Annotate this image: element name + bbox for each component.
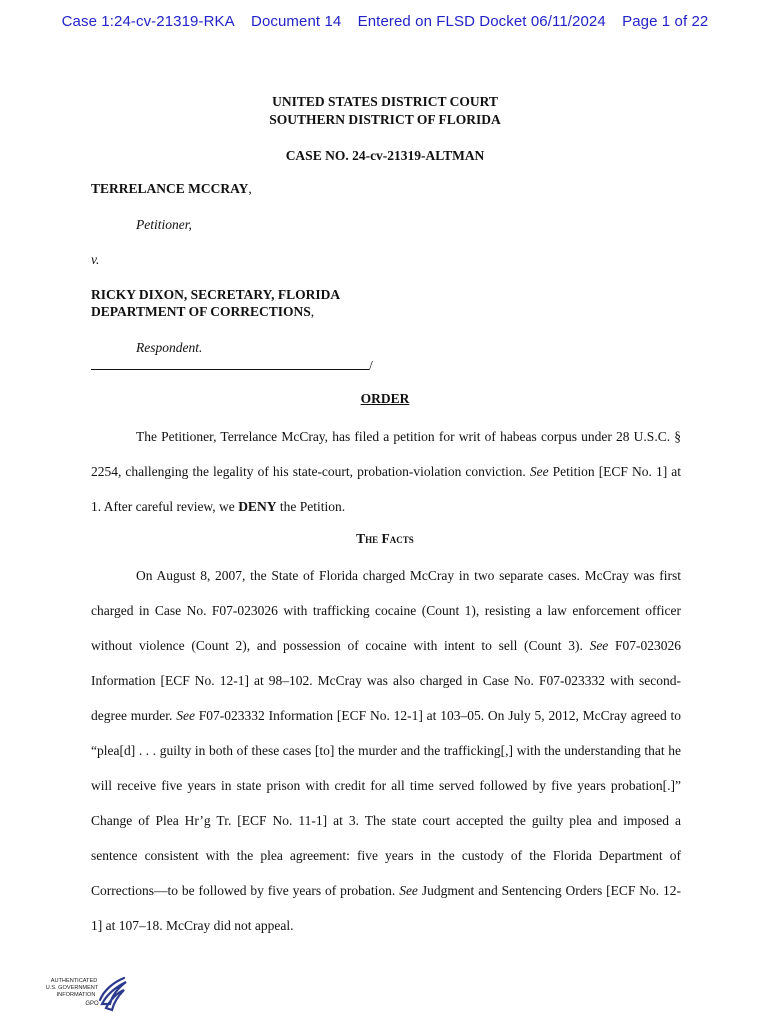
court-name: UNITED STATES DISTRICT COURT bbox=[272, 94, 498, 109]
respondent-department: DEPARTMENT OF CORRECTIONS bbox=[91, 304, 311, 319]
order-paragraph bbox=[91, 419, 681, 524]
gpo-logo-line4: GPO bbox=[85, 1001, 99, 1007]
order-see: See bbox=[529, 464, 549, 479]
petitioner-name-line bbox=[91, 181, 252, 197]
order-text-b: Petition [ECF No. 1] at 1. After careful review, we bbox=[91, 464, 681, 514]
caption-rule-slash: / bbox=[369, 358, 373, 373]
gpo-logo-line3: INFORMATION bbox=[56, 992, 96, 998]
respondent-comma: , bbox=[310, 304, 315, 319]
facts-see-1: See bbox=[589, 638, 609, 653]
gpo-eagle-icon bbox=[100, 978, 126, 1010]
gpo-logo-line2: U.S. GOVERNMENT bbox=[45, 985, 99, 991]
docket-document-number: Document 14 bbox=[251, 13, 342, 30]
order-text-c: the Petition. bbox=[276, 499, 346, 514]
petitioner-name: TERRELANCE MCCRAY bbox=[91, 181, 249, 196]
facts-text-c: F07-023332 Information [ECF No. 12-1] at 103–05. On July 5, 2012, McCray agreed to “plea[d] . . . guilty in both of these cases [to] the murder and the trafficking[,] with the understanding that he will receive five years in state prison with credit for all time served followed by five years probation[.]” Change of Plea Hr’g Tr. [ECF No. 11-1] at 3. The state court accepted the guilty plea and imposed a sentence consistent with the plea agreement: five years in the custody of the Florida Department of Corrections—to be followed by five years of probation. bbox=[91, 708, 681, 898]
respondent-name-line2 bbox=[91, 304, 314, 320]
gpo-authentication-logo bbox=[44, 974, 128, 1014]
respondent-name-line1: RICKY DIXON, SECRETARY, FLORIDA bbox=[91, 287, 341, 302]
docket-case-number: Case 1:24-cv-21319-RKA bbox=[61, 13, 235, 30]
docket-entered-date: Entered on FLSD Docket 06/11/2024 bbox=[357, 13, 606, 30]
facts-text-d: Judgment and Sentencing Orders [ECF No. 12-1] at 107–18. McCray did not appeal. bbox=[91, 883, 681, 933]
versus: v. bbox=[91, 252, 100, 267]
facts-heading: The Facts bbox=[356, 531, 414, 546]
order-text-a: The Petitioner, Terrelance McCray, has filed a petition for writ of habeas corpus under 28 U.S.C. § 2254, challenging the legality of his state-court, probation-violation conviction. bbox=[91, 429, 681, 479]
facts-text-a: On August 8, 2007, the State of Florida charged McCray in two separate cases. McCray was first charged in Case No. F07-023026 with trafficking cocaine (Count 1), resisting a law enforcement officer without violence (Count 2), and possession of cocaine with intent to sell (Count 3). bbox=[91, 568, 681, 653]
caption-rule bbox=[91, 357, 373, 374]
order-deny: DENY bbox=[238, 499, 277, 514]
court-district: SOUTHERN DISTRICT OF FLORIDA bbox=[269, 112, 501, 127]
facts-see-2: See bbox=[176, 708, 195, 723]
petitioner-comma: , bbox=[248, 181, 252, 196]
respondent-role: Respondent. bbox=[136, 340, 203, 355]
docket-page-number: Page 1 of 22 bbox=[622, 13, 709, 30]
facts-text-b: F07-023026 Information [ECF No. 12-1] at 98–102. McCray was also charged in Case No. F07-023332 with second-degree murder. bbox=[91, 638, 681, 723]
caption-rule-line bbox=[91, 357, 369, 370]
gpo-logo-line1: AUTHENTICATED bbox=[50, 978, 98, 984]
docket-header bbox=[0, 13, 770, 30]
petitioner-role: Petitioner, bbox=[136, 217, 192, 232]
facts-see-3: See bbox=[399, 883, 418, 898]
order-title: ORDER bbox=[360, 391, 410, 406]
facts-paragraph bbox=[91, 558, 681, 943]
case-number: CASE NO. 24-cv-21319-ALTMAN bbox=[285, 148, 485, 163]
